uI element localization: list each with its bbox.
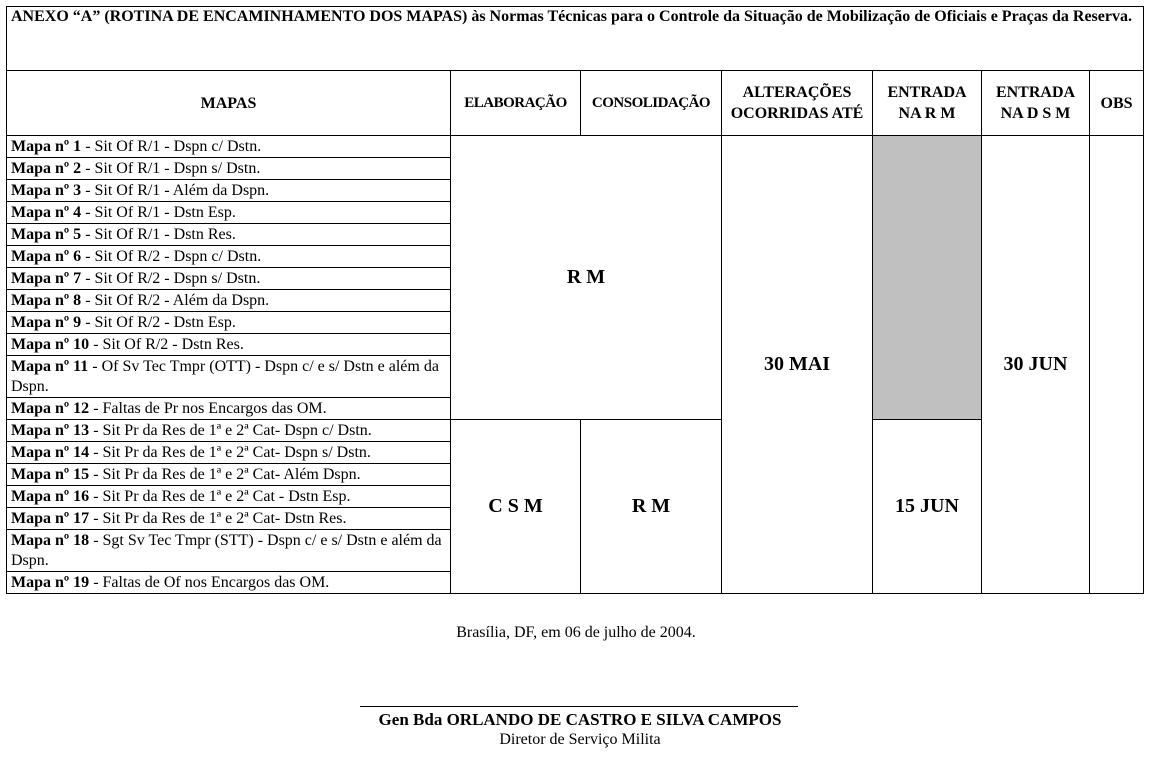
csm-cell: C S M: [451, 420, 581, 594]
signature-line: [360, 706, 798, 707]
mapa-description: - Of Sv Tec Tmpr (OTT) - Dspn c/ e s/ Dstn e além da Dspn.: [11, 357, 439, 395]
mapa-description: - Sit Pr da Res de 1ª e 2ª Cat- Dspn s/ Dstn.: [89, 443, 371, 461]
mapa-number: Mapa nº 10: [11, 335, 90, 353]
mapa-description: - Sit Of R/2 - Dspn c/ Dstn.: [81, 247, 262, 265]
table-row: [7, 442, 451, 464]
mapa-number: Mapa nº 8: [11, 291, 82, 309]
header-elaboracao: ELABORAÇÃO: [451, 71, 581, 136]
header-consolidacao: CONSOLIDAÇÃO: [581, 71, 722, 136]
document-title: ANEXO “A” (ROTINA DE ENCAMINHAMENTO DOS MAPAS) às Normas Técnicas para o Controle da Situação de Mobilização de Oficiais e Praças da Reserva.: [7, 7, 1144, 71]
mapa-number: Mapa nº 16: [11, 487, 90, 505]
mapa-description: - Sit Of R/2 - Além da Dspn.: [81, 291, 270, 309]
table-row: [7, 398, 451, 420]
table-row: [7, 290, 451, 312]
table-row: [7, 180, 451, 202]
table-row: [7, 246, 451, 268]
mapa-description: - Sit Pr da Res de 1ª e 2ª Cat- Além Dspn.: [89, 465, 361, 483]
header-entrada-dsm: ENTRADA NA D S M: [982, 71, 1090, 136]
entrada-rm-shaded-cell: [873, 136, 982, 420]
table-row: [7, 572, 451, 594]
table-row: [7, 268, 451, 290]
mapa-description: - Sit Pr da Res de 1ª e 2ª Cat- Dspn c/ Dstn.: [89, 421, 372, 439]
mapa-description: - Sit Of R/2 - Dspn s/ Dstn.: [81, 269, 261, 287]
table-row: [7, 486, 451, 508]
table-row: [7, 334, 451, 356]
header-alteracoes: ALTERAÇÕES OCORRIDAS ATÉ: [722, 71, 873, 136]
mapa-number: Mapa nº 2: [11, 159, 82, 177]
mapa-description: - Sgt Sv Tec Tmpr (STT) - Dspn c/ e s/ Dstn e além da Dspn.: [11, 531, 442, 569]
alteracoes-date-cell: 30 MAI: [722, 136, 873, 594]
mapa-description: - Sit Of R/1 - Dspn c/ Dstn.: [81, 137, 262, 155]
header-entrada-rm: ENTRADA NA R M: [873, 71, 982, 136]
mapa-number: Mapa nº 12: [11, 399, 90, 417]
mapa-description: - Sit Of R/1 - Dspn s/ Dstn.: [81, 159, 261, 177]
header-obs: OBS: [1090, 71, 1144, 136]
mapa-description: - Sit Of R/1 - Além da Dspn.: [81, 181, 270, 199]
table-row: [7, 202, 451, 224]
signature-name: Gen Bda ORLANDO DE CASTRO E SILVA CAMPOS: [378, 710, 782, 729]
header-mapas: MAPAS: [7, 71, 451, 136]
mapa-number: Mapa nº 14: [11, 443, 90, 461]
rm-bottom-cell: R M: [581, 420, 722, 594]
mapa-description: - Sit Pr da Res de 1ª e 2ª Cat - Dstn Esp.: [89, 487, 351, 505]
table-row: [7, 464, 451, 486]
mapa-number: Mapa nº 6: [11, 247, 82, 265]
table-row: [7, 158, 451, 180]
mapa-number: Mapa nº 11: [11, 357, 89, 375]
table-row: [7, 224, 451, 246]
mapa-number: Mapa nº 19: [11, 573, 90, 591]
mapa-number: Mapa nº 1: [11, 137, 82, 155]
table-row: [7, 508, 451, 530]
mapa-number: Mapa nº 17: [11, 509, 90, 527]
mapa-number: Mapa nº 5: [11, 225, 82, 243]
table-row: [7, 356, 451, 398]
obs-cell: [1090, 136, 1144, 594]
mapa-description: - Faltas de Of nos Encargos das OM.: [89, 573, 330, 591]
mapa-description: - Sit Of R/1 - Dstn Res.: [81, 225, 236, 243]
mapa-number: Mapa nº 7: [11, 269, 82, 287]
place-date: Brasília, DF, em 06 de julho de 2004.: [456, 624, 696, 641]
mapa-number: Mapa nº 13: [11, 421, 90, 439]
entrada-dsm-date-cell: 30 JUN: [982, 136, 1090, 594]
mapa-description: - Faltas de Pr nos Encargos das OM.: [89, 399, 327, 417]
table-row: [7, 420, 451, 442]
mapa-number: Mapa nº 15: [11, 465, 90, 483]
mapa-number: Mapa nº 4: [11, 203, 82, 221]
anexo-table: [6, 6, 1144, 594]
table-row: [7, 136, 451, 158]
rm-top-cell: R M: [451, 136, 722, 420]
table-row: [7, 312, 451, 334]
mapa-number: Mapa nº 18: [11, 531, 90, 549]
mapa-description: - Sit Of R/1 - Dstn Esp.: [81, 203, 236, 221]
entrada-rm-date-cell: 15 JUN: [873, 420, 982, 594]
mapa-description: - Sit Pr da Res de 1ª e 2ª Cat- Dstn Res.: [89, 509, 347, 527]
mapa-description: - Sit Of R/2 - Dstn Esp.: [81, 313, 236, 331]
mapa-description: - Sit Of R/2 - Dstn Res.: [89, 335, 244, 353]
signature-role: Diretor de Serviço Milita: [499, 731, 661, 748]
mapa-number: Mapa nº 9: [11, 313, 82, 331]
mapa-number: Mapa nº 3: [11, 181, 82, 199]
table-row: [7, 530, 451, 572]
